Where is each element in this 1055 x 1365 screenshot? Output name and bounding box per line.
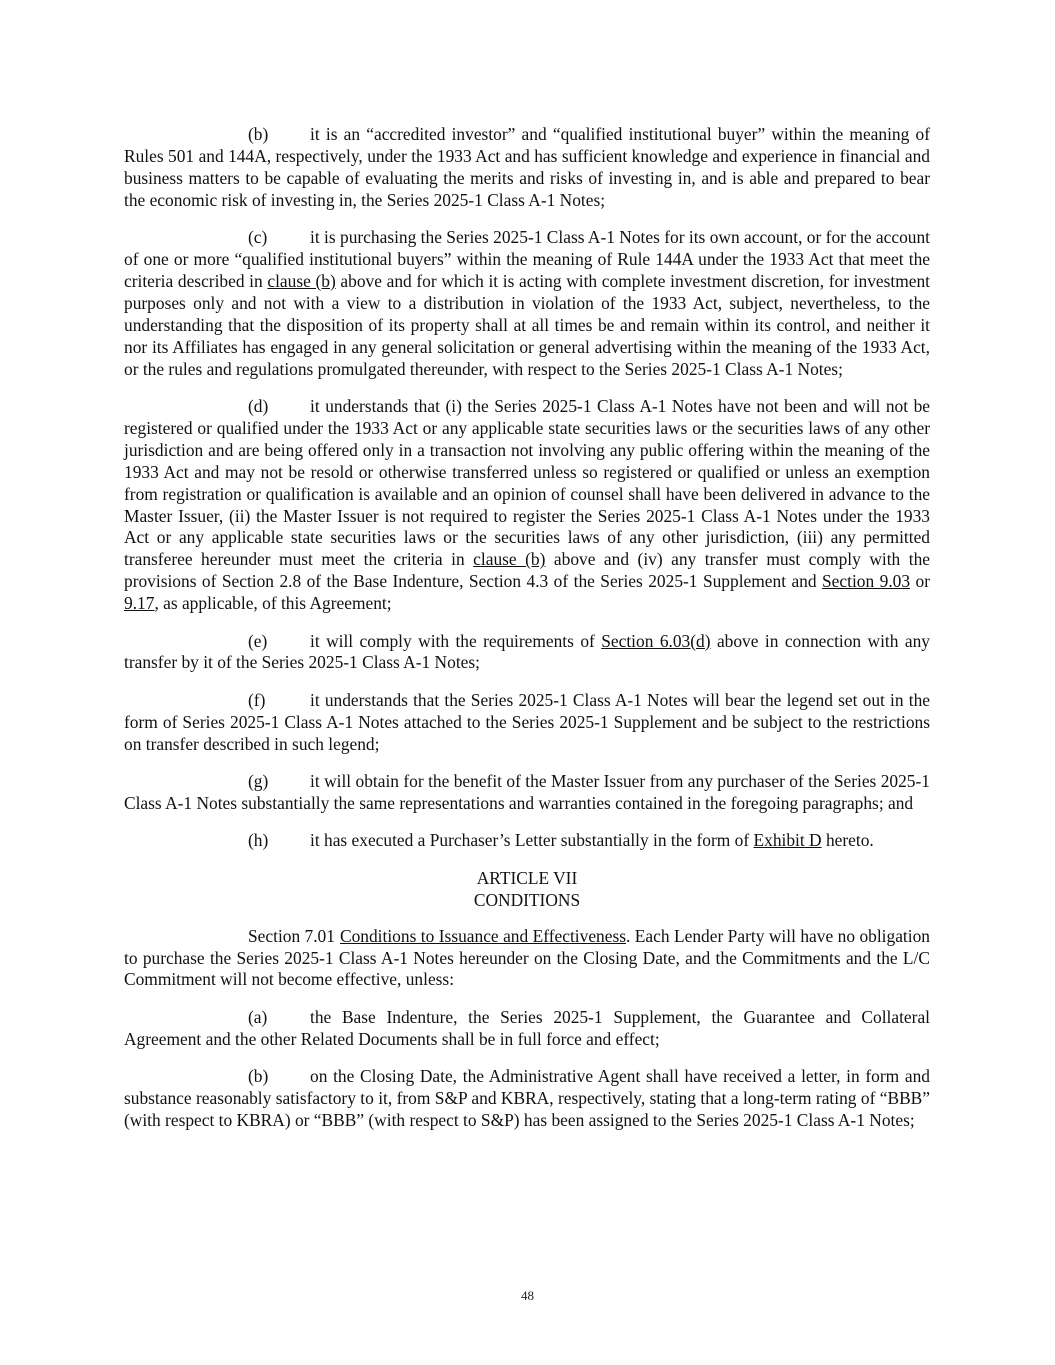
page-number: 48 — [521, 1288, 534, 1303]
paragraph-text: above and (iv) any transfer must comply with the provisions of Section 2.8 of the Base Indenture, Section 4.3 of the Series 2025-1 Supplement and — [124, 549, 930, 592]
article-number: ARTICLE VII — [476, 867, 578, 888]
paragraph-label: (e) — [248, 630, 268, 651]
paragraph-text: it is purchasing the Series 2025-1 Class A-1 Notes for its own account, or for the account of one or more “qualified institutional buyers” within the meaning of Rule 144A under the 1933 Act that meet the criteria described in — [124, 227, 930, 291]
paragraph-text: on the Closing Date, the Administrative Agent shall have received a letter, in form and substance reasonably satisfactory to it, from S&P and KBRA, respectively, stating that a long-term rating of “BBB” (with respect to KBRA) or “BBB” (with respect to S&P) has been assigned to the Series 2025-1 Class A-1 Notes; — [124, 1066, 930, 1130]
cross-reference-link: Section 6.03(d) — [601, 630, 711, 651]
paragraph-text: or — [910, 571, 930, 592]
cross-reference-link: Exhibit D — [753, 830, 822, 851]
paragraph-text: it will comply with the requirements of — [310, 630, 602, 651]
document-page — [124, 124, 930, 1147]
paragraph-g — [124, 771, 930, 815]
condition-b — [124, 1066, 930, 1132]
paragraph-text: it understands that (i) the Series 2025-1 Class A-1 Notes have not been and will not be registered or qualified under the 1933 Act or any applicable state securities laws or the securities laws of any other jurisdiction and are being offered only in a transaction not involving any public offering within the meaning of the 1933 Act and may not be resold or otherwise transferred unless so registered or qualified or unless an exemption from registration or qualification is available and an opinion of counsel shall have been delivered in advance to the Master Issuer, (ii) the Master Issuer is not required to register the Series 2025-1 Class A-1 Notes under the 1933 Act or any applicable state securities laws or the securities laws of any other jurisdiction, (iii) any permitted transferee hereunder must meet the criteria in — [124, 395, 930, 570]
section-label: Section 7.01 — [248, 925, 335, 946]
cross-reference-link: 9.17 — [124, 593, 155, 614]
paragraph-f — [124, 690, 930, 756]
paragraph-text: , as applicable, of this Agreement; — [154, 593, 392, 614]
paragraph-e — [124, 631, 930, 675]
section-7-01 — [124, 926, 930, 992]
paragraph-text: hereto. — [821, 830, 874, 851]
condition-a — [124, 1007, 930, 1051]
paragraph-c — [124, 227, 930, 380]
paragraph-label: (d) — [248, 395, 269, 416]
paragraph-h — [124, 830, 930, 852]
paragraph-text: the Base Indenture, the Series 2025-1 Supplement, the Guarantee and Collateral Agreement and the other Related Documents shall be in full force and effect; — [124, 1006, 930, 1049]
paragraph-label: (g) — [248, 771, 269, 792]
paragraph-text: above and for which it is acting with complete investment discretion, for investment purposes only and not with a view to a distribution in violation of the 1933 Act, subject, nevertheless, to the understanding that the disposition of its property shall at all times be and remain within its control, and neither it nor its Affiliates has engaged in any general solicitation or general advertising within the meaning of the 1933 Act, or the rules and regulations promulgated thereunder, with respect to the Series 2025-1 Class A-1 Notes; — [124, 270, 930, 379]
paragraph-b — [124, 124, 930, 212]
article-title: CONDITIONS — [473, 889, 581, 910]
paragraph-text: it will obtain for the benefit of the Master Issuer from any purchaser of the Series 2025-1 Class A-1 Notes substantially the same representations and warranties contained in the foregoing paragraphs; and — [124, 771, 930, 813]
section-heading: Conditions to Issuance and Effectiveness — [340, 925, 626, 946]
paragraph-label: (b) — [248, 124, 269, 144]
paragraph-label: (b) — [248, 1066, 269, 1087]
cross-reference-link: clause (b) — [267, 270, 336, 291]
paragraph-text: it has executed a Purchaser’s Letter substantially in the form of — [310, 830, 754, 851]
section-text: . Each Lender Party will have no obligation to purchase the Series 2025-1 Class A-1 Notes hereunder on the Closing Date, and the Commitments and the L/C Commitment will not become effective, unless: — [124, 925, 930, 990]
paragraph-text: above in connection with any transfer by it of the Series 2025-1 Class A-1 Notes; — [124, 630, 930, 673]
paragraph-label: (h) — [248, 830, 269, 851]
cross-reference-link: Section 9.03 — [822, 571, 911, 592]
paragraph-text: it understands that the Series 2025-1 Class A-1 Notes will bear the legend set out in the form of Series 2025-1 Class A-1 Notes attached to the Series 2025-1 Supplement and be subject to the restrictions on transfer described in such legend; — [124, 689, 930, 754]
paragraph-d — [124, 396, 930, 615]
article-heading — [124, 868, 930, 912]
paragraph-text: it is an “accredited investor” and “qualified institutional buyer” within the meaning of Rules 501 and 144A, respectively, under the 1933 Act and has sufficient knowledge and experience in financial and business matters to be capable of evaluating the merits and risks of investing in, and is able and prepared to bear the economic risk of investing in, the Series 2025-1 Class A-1 Notes; — [124, 124, 930, 210]
paragraph-label: (f) — [248, 689, 266, 710]
cross-reference-link: clause (b) — [473, 549, 546, 570]
paragraph-label: (a) — [248, 1006, 268, 1027]
paragraph-label: (c) — [248, 227, 268, 248]
